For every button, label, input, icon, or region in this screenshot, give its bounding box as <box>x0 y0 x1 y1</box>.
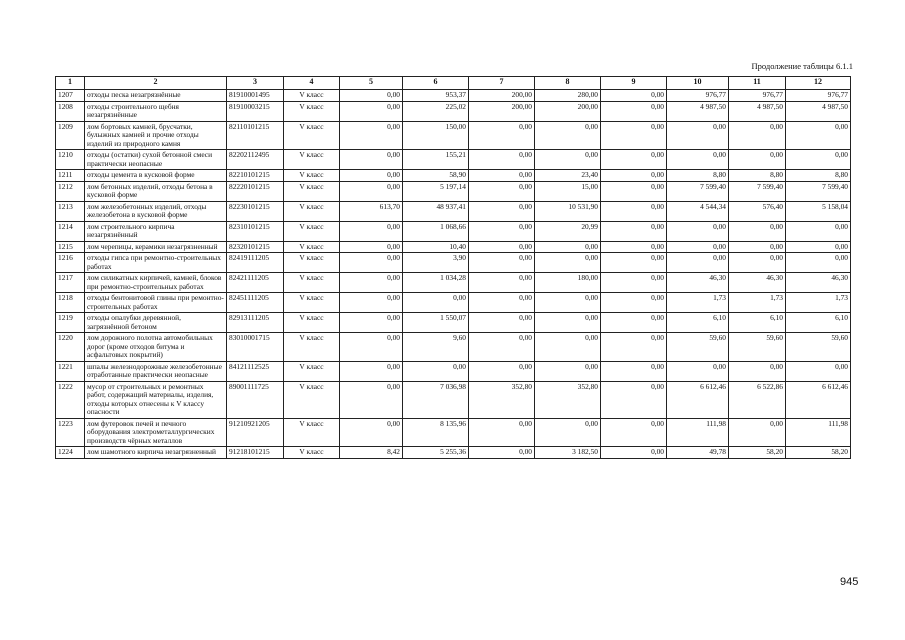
table-cell: 0,00 <box>729 361 786 381</box>
table-cell: 200,00 <box>469 101 535 121</box>
table-cell: 0,00 <box>667 121 729 150</box>
table-cell: 0,00 <box>469 333 535 362</box>
table-cell: 576,40 <box>729 201 786 221</box>
table-cell: 6 522,86 <box>729 381 786 418</box>
table-cell: 48 937,41 <box>403 201 469 221</box>
table-cell: 0,00 <box>403 361 469 381</box>
table-cell: 82110101215 <box>227 121 284 150</box>
table-cell: 953,37 <box>403 90 469 102</box>
table-cell: 7 599,40 <box>786 181 851 201</box>
table-cell: 0,00 <box>601 201 667 221</box>
table-cell: 10 531,90 <box>535 201 601 221</box>
table-cell: 82220101215 <box>227 181 284 201</box>
table-cell: 976,77 <box>786 90 851 102</box>
table-cell: 0,00 <box>667 221 729 241</box>
table-cell: 5 255,36 <box>403 447 469 459</box>
table-cell: 0,00 <box>667 253 729 273</box>
table-cell: 1208 <box>56 101 85 121</box>
table-cell: 0,00 <box>729 150 786 170</box>
table-cell: 0,00 <box>535 418 601 447</box>
table-cell: 1218 <box>56 293 85 313</box>
table-cell: V класс <box>284 293 340 313</box>
table-row <box>56 447 851 459</box>
table-cell: 1 068,66 <box>403 221 469 241</box>
table-cell: 0,00 <box>601 121 667 150</box>
column-header: 7 <box>469 77 535 90</box>
table-cell: 976,77 <box>729 90 786 102</box>
table-row <box>56 381 851 418</box>
table-cell: 0,00 <box>469 201 535 221</box>
column-header: 4 <box>284 77 340 90</box>
table-cell: 8,80 <box>729 170 786 182</box>
table-cell: 352,80 <box>469 381 535 418</box>
table-row <box>56 293 851 313</box>
table-cell: 7 599,40 <box>667 181 729 201</box>
column-header: 10 <box>667 77 729 90</box>
table-cell: 82310101215 <box>227 221 284 241</box>
table-cell: 1 550,07 <box>403 313 469 333</box>
table-cell: V класс <box>284 313 340 333</box>
table-cell: 1216 <box>56 253 85 273</box>
table-cell: 0,00 <box>340 90 403 102</box>
table-cell: 6,10 <box>729 313 786 333</box>
table-cell: V класс <box>284 241 340 253</box>
table-cell: 1222 <box>56 381 85 418</box>
column-header: 9 <box>601 77 667 90</box>
table-cell: 1221 <box>56 361 85 381</box>
table-row <box>56 90 851 102</box>
table-cell: 0,00 <box>786 241 851 253</box>
table-cell: 1,73 <box>786 293 851 313</box>
table-cell: 1209 <box>56 121 85 150</box>
table-cell: 155,21 <box>403 150 469 170</box>
table-cell: 613,70 <box>340 201 403 221</box>
table-cell: V класс <box>284 201 340 221</box>
table-row <box>56 221 851 241</box>
table-cell: 352,80 <box>535 381 601 418</box>
table-cell: 84121112525 <box>227 361 284 381</box>
table-cell: 0,00 <box>469 361 535 381</box>
table-cell: 1220 <box>56 333 85 362</box>
table-cell: 0,00 <box>601 150 667 170</box>
table-cell: 5 158,04 <box>786 201 851 221</box>
table-cell: 0,00 <box>729 221 786 241</box>
table-cell: 0,00 <box>601 313 667 333</box>
table-cell: 0,00 <box>469 253 535 273</box>
table-cell: 91218101215 <box>227 447 284 459</box>
table-cell: 5 197,14 <box>403 181 469 201</box>
table-cell: 0,00 <box>340 418 403 447</box>
table-cell: 0,00 <box>601 90 667 102</box>
table-cell: 225,02 <box>403 101 469 121</box>
table-cell: лом футеровок печей и печного оборудования электрометаллургических производств чёрных металлов <box>85 418 227 447</box>
table-cell: 6,10 <box>786 313 851 333</box>
table-cell: лом бетонных изделий, отходы бетона в кусковой форме <box>85 181 227 201</box>
table-cell: 0,00 <box>601 170 667 182</box>
table-cell: 0,00 <box>786 253 851 273</box>
table-cell: 4 544,34 <box>667 201 729 221</box>
table-cell: 89001111725 <box>227 381 284 418</box>
table-cell: 0,00 <box>535 333 601 362</box>
table-cell: лом силикатных кирпичей, камней, блоков при ремонтно-строительных работах <box>85 273 227 293</box>
table-cell: 6,10 <box>667 313 729 333</box>
table-cell: 82202112495 <box>227 150 284 170</box>
table-cell: 0,00 <box>340 361 403 381</box>
table-cell: V класс <box>284 101 340 121</box>
table-cell: 0,00 <box>601 333 667 362</box>
table-cell: 23,40 <box>535 170 601 182</box>
table-row <box>56 418 851 447</box>
table-caption: Продолжение таблицы 6.1.1 <box>751 61 853 71</box>
table-cell: отходы бентонитовой глины при ремонтно-строительных работах <box>85 293 227 313</box>
table-cell: 1,73 <box>729 293 786 313</box>
table-cell: 0,00 <box>729 241 786 253</box>
table-cell: 3,90 <box>403 253 469 273</box>
table-cell: 1 034,28 <box>403 273 469 293</box>
table-cell: V класс <box>284 381 340 418</box>
table-cell: V класс <box>284 90 340 102</box>
table-cell: 7 036,98 <box>403 381 469 418</box>
table-cell: 4 987,50 <box>786 101 851 121</box>
table-cell: 9,60 <box>403 333 469 362</box>
table-cell: 0,00 <box>729 121 786 150</box>
table-cell: 46,30 <box>667 273 729 293</box>
table-cell: 82210101215 <box>227 170 284 182</box>
table-cell: 59,60 <box>667 333 729 362</box>
column-header: 1 <box>56 77 85 90</box>
table-cell: 1215 <box>56 241 85 253</box>
table-cell: 0,00 <box>786 221 851 241</box>
table-cell: 6 612,46 <box>667 381 729 418</box>
table-cell: 0,00 <box>340 293 403 313</box>
table-body <box>56 90 851 459</box>
table-cell: 81910001495 <box>227 90 284 102</box>
table-cell: 49,78 <box>667 447 729 459</box>
table-cell: V класс <box>284 447 340 459</box>
table-cell: 1211 <box>56 170 85 182</box>
table-cell: 0,00 <box>469 170 535 182</box>
table-cell: лом строительного кирпича незагрязнённый <box>85 221 227 241</box>
table-cell: 200,00 <box>535 101 601 121</box>
table-cell: 82421111205 <box>227 273 284 293</box>
table-cell: 0,00 <box>469 150 535 170</box>
table-cell: 3 182,50 <box>535 447 601 459</box>
table-cell: 0,00 <box>601 361 667 381</box>
table-cell: 0,00 <box>786 121 851 150</box>
table-cell: 82913111205 <box>227 313 284 333</box>
table-cell: 0,00 <box>601 447 667 459</box>
table-cell: 0,00 <box>535 121 601 150</box>
table-cell: 150,00 <box>403 121 469 150</box>
table-cell: 0,00 <box>535 241 601 253</box>
table-cell: 46,30 <box>786 273 851 293</box>
table-cell: 0,00 <box>729 253 786 273</box>
table-cell: 0,00 <box>667 361 729 381</box>
table-cell: отходы гипса при ремонтно-строительных работах <box>85 253 227 273</box>
table-cell: 15,00 <box>535 181 601 201</box>
table-cell: 0,00 <box>340 150 403 170</box>
table-cell: 4 987,50 <box>667 101 729 121</box>
table-cell: 4 987,50 <box>729 101 786 121</box>
table-row <box>56 253 851 273</box>
table-cell: 1219 <box>56 313 85 333</box>
table-row <box>56 313 851 333</box>
table-cell: 0,00 <box>601 273 667 293</box>
column-header: 6 <box>403 77 469 90</box>
table-cell: 0,00 <box>469 418 535 447</box>
table-cell: 1217 <box>56 273 85 293</box>
column-header: 3 <box>227 77 284 90</box>
table-row <box>56 201 851 221</box>
table-cell: отходы (остатки) сухой бетонной смеси практически неопасные <box>85 150 227 170</box>
table-cell: 1223 <box>56 418 85 447</box>
table-cell: 0,00 <box>469 447 535 459</box>
table-cell: отходы песка незагрязнённые <box>85 90 227 102</box>
table-row <box>56 273 851 293</box>
table-cell: 0,00 <box>601 381 667 418</box>
column-header: 11 <box>729 77 786 90</box>
table-row <box>56 150 851 170</box>
column-header: 5 <box>340 77 403 90</box>
table-cell: 0,00 <box>535 293 601 313</box>
table-cell: 0,00 <box>340 313 403 333</box>
table-cell: 1212 <box>56 181 85 201</box>
table-cell: 0,00 <box>601 293 667 313</box>
table-cell: 0,00 <box>403 293 469 313</box>
table-cell: 58,90 <box>403 170 469 182</box>
table-cell: 6 612,46 <box>786 381 851 418</box>
table-cell: 8,42 <box>340 447 403 459</box>
table-cell: V класс <box>284 170 340 182</box>
table-cell: 81910003215 <box>227 101 284 121</box>
table-cell: 200,00 <box>469 90 535 102</box>
waste-table <box>55 76 851 459</box>
table-cell: 0,00 <box>667 150 729 170</box>
table-cell: 0,00 <box>601 181 667 201</box>
page-number: 945 <box>840 576 859 588</box>
table-cell: лом шамотного кирпича незагрязненный <box>85 447 227 459</box>
table-cell: 1210 <box>56 150 85 170</box>
table-cell: 8,80 <box>667 170 729 182</box>
table-cell: 0,00 <box>535 150 601 170</box>
table-cell: 59,60 <box>786 333 851 362</box>
table-cell: 1213 <box>56 201 85 221</box>
table-cell: 0,00 <box>340 170 403 182</box>
table-row <box>56 333 851 362</box>
table-row <box>56 121 851 150</box>
table-header-row <box>56 77 851 90</box>
table-cell: V класс <box>284 221 340 241</box>
table-cell: 0,00 <box>786 361 851 381</box>
table-cell: 0,00 <box>535 361 601 381</box>
table-cell: 0,00 <box>469 181 535 201</box>
table-cell: 1,73 <box>667 293 729 313</box>
table-cell: 0,00 <box>667 241 729 253</box>
column-header: 8 <box>535 77 601 90</box>
table-cell: V класс <box>284 418 340 447</box>
table-cell: 1224 <box>56 447 85 459</box>
table-cell: лом черепицы, керамики незагрязненный <box>85 241 227 253</box>
table-cell: 1207 <box>56 90 85 102</box>
table-cell: 0,00 <box>469 121 535 150</box>
table-cell: V класс <box>284 150 340 170</box>
table-cell: 0,00 <box>340 221 403 241</box>
table-cell: 59,60 <box>729 333 786 362</box>
column-header: 2 <box>85 77 227 90</box>
table-cell: 111,98 <box>667 418 729 447</box>
table-cell: шпалы железнодорожные железобетонные отработанные практически неопасные <box>85 361 227 381</box>
table-cell: 58,20 <box>786 447 851 459</box>
table-cell: 0,00 <box>340 273 403 293</box>
table-cell: V класс <box>284 121 340 150</box>
table-cell: 0,00 <box>340 253 403 273</box>
table-cell: лом бортовых камней, брусчатки, булыжных камней и прочие отходы изделий из природного камня <box>85 121 227 150</box>
table-cell: 0,00 <box>535 253 601 273</box>
table-cell: 0,00 <box>469 241 535 253</box>
table-cell: 82451111205 <box>227 293 284 313</box>
table-cell: 0,00 <box>601 101 667 121</box>
table-cell: 10,40 <box>403 241 469 253</box>
table-cell: 0,00 <box>601 418 667 447</box>
table-row <box>56 181 851 201</box>
table-row <box>56 101 851 121</box>
table-cell: отходы цемента в кусковой форме <box>85 170 227 182</box>
table-cell: 0,00 <box>469 293 535 313</box>
column-header: 12 <box>786 77 851 90</box>
table-cell: отходы опалубки деревянной, загрязнённой бетоном <box>85 313 227 333</box>
table-cell: 82419111205 <box>227 253 284 273</box>
table-cell: 91210921205 <box>227 418 284 447</box>
table-cell: 0,00 <box>601 253 667 273</box>
table-cell: 7 599,40 <box>729 181 786 201</box>
table-cell: V класс <box>284 273 340 293</box>
table-cell: 111,98 <box>786 418 851 447</box>
table-cell: 0,00 <box>469 313 535 333</box>
table-cell: V класс <box>284 361 340 381</box>
table-row <box>56 170 851 182</box>
table-cell: 46,30 <box>729 273 786 293</box>
table-cell: 8,80 <box>786 170 851 182</box>
table-cell: 0,00 <box>340 121 403 150</box>
table-cell: 0,00 <box>340 181 403 201</box>
table-cell: 0,00 <box>340 333 403 362</box>
table-cell: 0,00 <box>469 221 535 241</box>
table-cell: 0,00 <box>469 273 535 293</box>
table-cell: 0,00 <box>340 241 403 253</box>
table-cell: V класс <box>284 253 340 273</box>
table-row <box>56 241 851 253</box>
table-cell: 0,00 <box>729 418 786 447</box>
table-cell: 83010001715 <box>227 333 284 362</box>
table-cell: 0,00 <box>601 221 667 241</box>
table-cell: отходы строительного щебня незагрязнённые <box>85 101 227 121</box>
table-cell: 1214 <box>56 221 85 241</box>
table-cell: 58,20 <box>729 447 786 459</box>
table-cell: V класс <box>284 181 340 201</box>
table-cell: 0,00 <box>535 313 601 333</box>
table-cell: лом дорожного полотна автомобильных дорог (кроме отходов битума и асфальтовых покрытий) <box>85 333 227 362</box>
table-cell: лом железобетонных изделий, отходы железобетона в кусковой форме <box>85 201 227 221</box>
table-cell: 0,00 <box>340 381 403 418</box>
table-cell: 82230101215 <box>227 201 284 221</box>
table-cell: 0,00 <box>601 241 667 253</box>
table-cell: 280,00 <box>535 90 601 102</box>
table-cell: 180,00 <box>535 273 601 293</box>
table-cell: 976,77 <box>667 90 729 102</box>
table-row <box>56 361 851 381</box>
table-cell: 20,99 <box>535 221 601 241</box>
table-cell: V класс <box>284 333 340 362</box>
table-cell: 0,00 <box>786 150 851 170</box>
table-cell: мусор от строительных и ремонтных работ, содержащий материалы, изделия, отходы которых отнесены к V классу опасности <box>85 381 227 418</box>
table-cell: 0,00 <box>340 101 403 121</box>
table-cell: 8 135,96 <box>403 418 469 447</box>
table-cell: 82320101215 <box>227 241 284 253</box>
